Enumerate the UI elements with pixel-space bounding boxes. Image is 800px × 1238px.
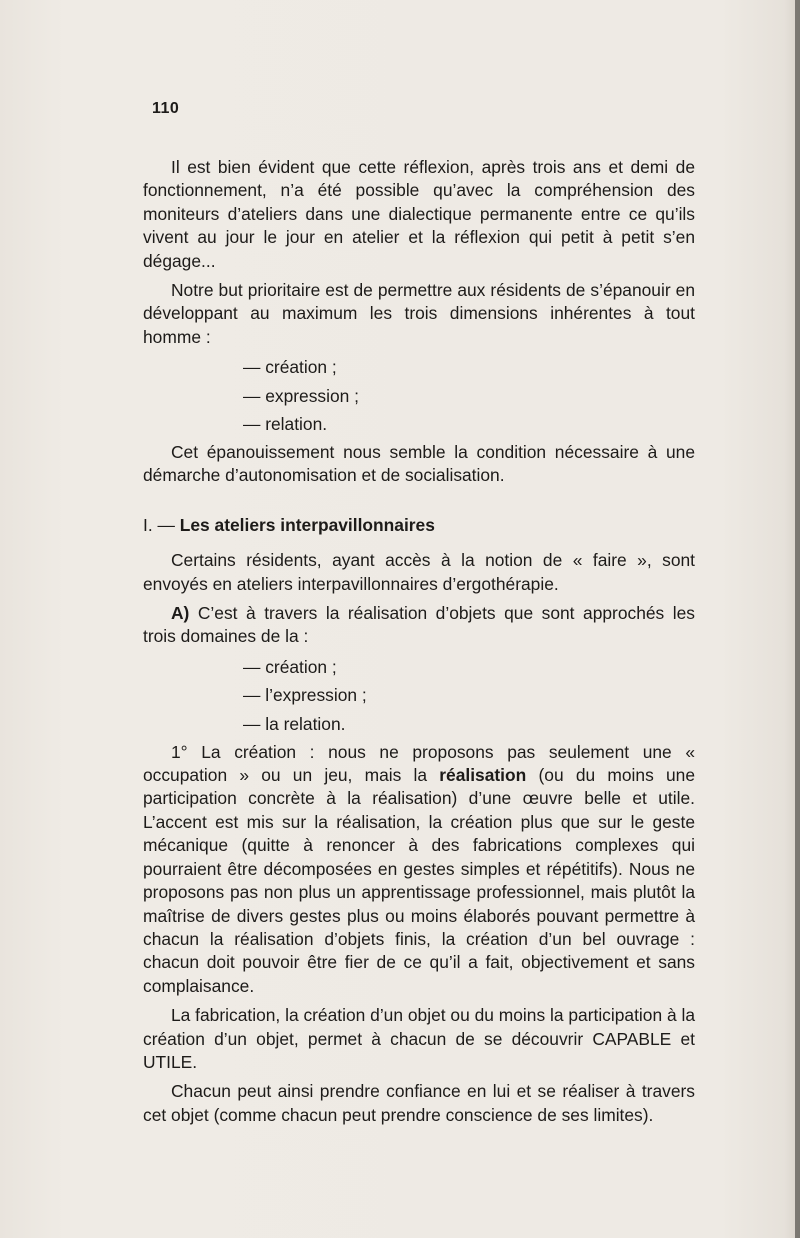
subsection-text: C’est à travers la réalisation d’objets que sont approchés les trois domaines de la : xyxy=(143,603,695,647)
section-heading-number: I. — xyxy=(143,514,175,535)
page-body xyxy=(143,156,695,1133)
list-item: — la relation. xyxy=(243,714,346,735)
paragraph: Cet épanouissement nous semble la condition nécessaire à une démarche d’autonomisation et de socialisation. xyxy=(143,442,695,486)
list-item: — l’expression ; xyxy=(243,685,367,706)
page-number: 110 xyxy=(152,100,180,117)
list-item: — relation. xyxy=(243,414,328,435)
subsection-label: A) xyxy=(171,603,190,624)
paragraph: Notre but prioritaire est de permettre aux résidents de s’épanouir en développant au maximum les trois dimensions inhérentes à tout homme : xyxy=(143,280,695,347)
paragraph: 1° La création : nous ne proposons pas seulement une « occupation » ou un jeu, mais la réalisation (ou du moins une participation concrète à la réalisation) d’une œuvre belle et utile. L’accent est mis sur la réalisation, la création plus que sur le geste mécanique (quitte à renoncer à des fabrications complexes qui pourraient être décomposées en gestes simples et répétitifs). Nous ne proposons pas non plus un apprentissage professionnel, mais plutôt la maîtrise de divers gestes plus ou moins élaborés pouvant permettre à chacun la réalisation d’objets finis, la création d’un bel ouvrage : chacun doit pouvoir être fier de ce qu’il a fait, objectivement et sans complaisance. xyxy=(143,741,695,996)
section-heading-title: Les ateliers interpavillonnaires xyxy=(179,514,435,535)
list-item: — création ; xyxy=(243,357,337,378)
paragraph: La fabrication, la création d’un objet ou du moins la participation à la création d’un objet, permet à chacun de se découvrir CAPABLE et UTILE. xyxy=(143,1005,695,1072)
paragraph: Certains résidents, ayant accès à la notion de « faire », sont envoyés en ateliers interpavillonnaires d’ergothérapie. xyxy=(143,550,695,594)
page-edge-shadow xyxy=(795,0,800,1238)
paragraph: Il est bien évident que cette réflexion, après trois ans et demi de fonctionnement, n’a été possible qu’avec la compréhension des moniteurs d’ateliers dans une dialectique permanente entre ce qu’ils vivent au jour le jour en atelier et la réflexion qui petit à petit s’en dégage... xyxy=(143,157,695,271)
paragraph xyxy=(143,602,695,649)
list-item: — expression ; xyxy=(243,385,359,406)
emphasis-realisation: réalisation xyxy=(439,765,527,786)
list-item: — création ; xyxy=(243,656,337,677)
paragraph: Chacun peut ainsi prendre confiance en lui et se réaliser à travers cet objet (comme chacun peut prendre conscience de ses limites). xyxy=(143,1081,695,1125)
section-heading xyxy=(143,514,695,537)
